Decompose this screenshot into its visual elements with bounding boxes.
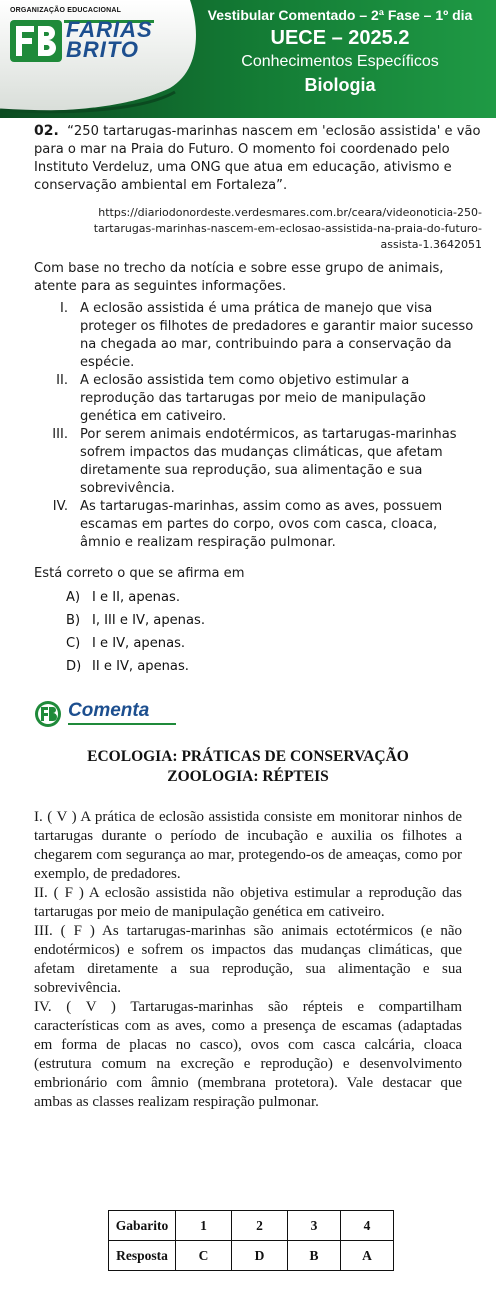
statement-text: Por serem animais endotérmicos, as tartarugas-marinhas sofrem impactos das mudanças climáticas, que afetam diretamente sua reprodução, sua alimentação e sua sobrevivência.: [80, 427, 457, 496]
source-line-3: assista-1.3642051: [380, 238, 482, 251]
comment-title-2: ZOOLOGIA: RÉPTEIS: [167, 768, 329, 785]
option-a[interactable]: [66, 586, 205, 609]
header-subtitle: Conhecimentos Específicos: [241, 53, 439, 70]
subject-title: Biologia: [304, 75, 376, 95]
answer-cell: A: [341, 1241, 394, 1271]
answer-options: [66, 586, 205, 678]
comment-paragraph: III. ( F ) As tartarugas-marinhas são animais ectotérmicos (e não endotérmicos) e sofrem os impactos das mudanças climáticas, que afetam diretamente a sua reprodução, sua alimentação e sua sobrevivência.: [34, 923, 462, 996]
comment-paragraph: IV. ( V ) Tartarugas-marinhas são répteis e compartilham características com as aves, como a presença de escamas (adaptadas em forma de placas no casco), ovos com casca calcária, cloaca (estrutura comum na excreção e reprodução) e desenvolvimento embrionário com âmnio (membrana protetora). Vale destacar que ambas as classes realizam respiração pulmonar.: [34, 999, 462, 1110]
column-number: 3: [288, 1211, 341, 1241]
comment-title-1: ECOLOGIA: PRÁTICAS DE CONSERVAÇÃO: [87, 748, 409, 765]
option-text: I e IV, apenas.: [92, 636, 186, 651]
column-number: 2: [232, 1211, 288, 1241]
statement-text: As tartarugas-marinhas, assim como as aves, possuem escamas em partes do corpo, ovos com casca, cloaca, âmnio e realizam respiração pulmonar.: [80, 499, 443, 550]
row-header-resposta: Resposta: [109, 1241, 176, 1271]
option-b[interactable]: [66, 609, 205, 632]
table-row: [109, 1241, 394, 1271]
row-header-gabarito: Gabarito: [109, 1211, 176, 1241]
source-line-1: https://diariodonordeste.verdesmares.com.br/ceara/videonoticia-250-: [98, 206, 482, 219]
answer-cell: D: [232, 1241, 288, 1271]
page-header: [0, 0, 496, 118]
comenta-label: Comenta: [68, 700, 150, 721]
answer-cell: C: [176, 1241, 232, 1271]
option-text: I, III e IV, apenas.: [92, 613, 205, 628]
statement-text: A eclosão assistida é uma prática de manejo que visa proteger os filhotes de predadores e garantir maior sucesso na chegada ao mar, contribuindo para a conservação da espécie.: [80, 301, 474, 370]
question-prompt: Com base no trecho da notícia e sobre esse grupo de animais, atente para as seguintes informações.: [34, 261, 444, 294]
source-citation: [34, 205, 482, 253]
brand-name-line2: BRITO: [66, 37, 140, 62]
answer-key-table: [108, 1210, 394, 1271]
exam-year: UECE – 2025.2: [270, 27, 410, 49]
question-stem-end: Está correto o que se afirma em: [34, 566, 245, 581]
option-text: II e IV, apenas.: [92, 659, 189, 674]
option-letter: A): [66, 590, 81, 605]
comment-paragraph: II. ( F ) A eclosão assistida não objetiva estimular a reprodução das tartarugas por meio de manipulação genética em cativeiro.: [34, 885, 462, 920]
statement-numeral: I.: [59, 301, 68, 316]
exam-line: Vestibular Comentado – 2ª Fase – 1º dia: [207, 7, 473, 23]
statement-text: A eclosão assistida tem como objetivo estimular a reprodução das tartarugas por meio de manipulação genética em cativeiro.: [80, 373, 426, 424]
statement-numeral: IV.: [52, 499, 68, 514]
statement-item: [34, 300, 482, 372]
option-letter: B): [66, 613, 81, 628]
comenta-badge: [34, 700, 184, 730]
answer-cell: B: [288, 1241, 341, 1271]
statement-item: [34, 372, 482, 426]
option-text: I e II, apenas.: [92, 590, 180, 605]
option-letter: D): [66, 659, 82, 674]
comenta-underline: [68, 723, 176, 725]
brand-name-line1: FARIAS: [66, 17, 153, 42]
table-row: [109, 1211, 394, 1241]
option-d[interactable]: [66, 655, 205, 678]
comment-body: [34, 808, 462, 1112]
option-c[interactable]: [66, 632, 205, 655]
option-letter: C): [66, 636, 81, 651]
statement-item: [34, 498, 482, 552]
organization-label: ORGANIZAÇÃO EDUCACIONAL: [10, 7, 122, 14]
comment-paragraph: I. ( V ) A prática de eclosão assistida consiste em monitorar ninhos de tartarugas durante o período de incubação e auxilia os filhotes a chegarem com segurança ao mar, protegendo-os de ameaças, como por exemplo, de predadores.: [34, 809, 462, 882]
statement-item: [34, 426, 482, 498]
question-text: [34, 122, 482, 195]
statement-numeral: III.: [52, 427, 68, 442]
column-number: 4: [341, 1211, 394, 1241]
question-quote: “250 tartarugas-marinhas nascem em 'eclosão assistida' e vão para o mar na Praia do Futuro. O momento foi coordenado pelo Instituto Verdeluz, uma ONG que atua em educação, ativismo e conservação ambiental em Fortaleza”.: [34, 124, 481, 193]
column-number: 1: [176, 1211, 232, 1241]
statement-numeral: II.: [56, 373, 68, 388]
question-number: 02.: [34, 123, 59, 139]
fb-circle-icon: [34, 700, 64, 728]
source-line-2: tartarugas-marinhas-nascem-em-eclosao-assistida-na-praia-do-futuro-: [93, 222, 482, 235]
header-title-block: [200, 6, 480, 97]
statement-list: [34, 300, 482, 552]
